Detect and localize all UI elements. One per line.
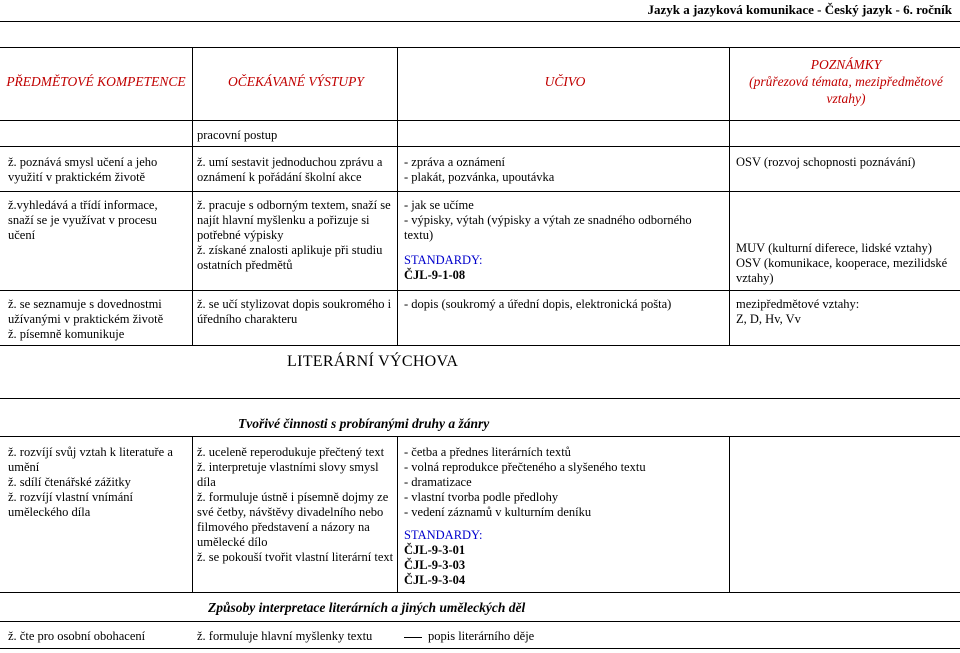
- page-title: Jazyk a jazyková komunikace - Český jazyk - 6. ročník: [647, 2, 952, 17]
- header-ucivo: UČIVO: [544, 74, 586, 89]
- standardy-label: STANDARDY:: [404, 528, 483, 542]
- subsection2-rule: [0, 621, 960, 622]
- row4-vystupy: ž. uceleně reperodukuje přečtený text ž. interpretuje vlastními slovy smysl díla ž. formuluje ústně i písemně dojmy ze své četby, návštěvy divadelního nebo filmového představení a názory na umělecké dílo ž. se pokouší tvořit vlastní literární text: [197, 445, 394, 564]
- standard-code: ČJL-9-3-03: [404, 558, 466, 572]
- row-pracovni-rule: [0, 146, 960, 147]
- row1-vystupy: ž. umí sestavit jednoduchou zprávu a oznámení k pořádání školní akce: [197, 155, 383, 184]
- header-kompetence: PŘEDMĚTOVÉ KOMPETENCE: [6, 74, 186, 89]
- row4-ucivo: - četba a přednes literárních textů - volná reprodukce přečteného a slyšeného textu - dramatizace - vlastní tvorba podle předlohy - vedení záznamů v kulturním deníku STANDARDY: ČJL-9-3-01 ČJL-9-3-03 ČJL-9-3-04: [404, 445, 646, 587]
- col-sep-2: [397, 47, 398, 345]
- row2-ucivo: - jak se učíme - výpisky, výtah (výpisky a výtah ze snadného odborného textu) STANDARDY: ČJL-9-1-08: [404, 198, 692, 282]
- row2-vystupy: ž. pracuje s odborným textem, snaží se najít hlavní myšlenku a pořizuje si potřebné výpisky ž. získané znalosti aplikuje při studiu ostatních předmětů: [197, 198, 391, 272]
- section-title: LITERÁRNÍ VÝCHOVA: [287, 353, 459, 370]
- header-poznamky-subtitle: (průřezová témata, mezipředmětové vztahy): [749, 74, 943, 106]
- subsection-title-1: Tvořivé činnosti s probíranými druhy a žánry: [238, 416, 490, 431]
- standard-code: ČJL-9-3-01: [404, 543, 466, 557]
- col-sep-1: [192, 47, 193, 345]
- dash-bullet: [404, 637, 422, 638]
- row5-kompetence: ž. čte pro osobní obohacení: [8, 629, 146, 643]
- col-sep-5: [397, 436, 398, 592]
- row2-bottom-rule: [0, 290, 960, 291]
- col-sep-6: [729, 436, 730, 592]
- subsection-title-2: Způsoby interpretace literárních a jiných uměleckých děl: [208, 600, 526, 615]
- row4-bottom-rule: [0, 592, 960, 593]
- row3-vystupy: ž. se učí stylizovat dopis soukromého i úředního charakteru: [197, 297, 392, 326]
- row1-bottom-rule: [0, 191, 960, 192]
- title-underline: [0, 21, 960, 22]
- row1-ucivo: - zpráva a oznámení - plakát, pozvánka, upoutávka: [404, 155, 555, 184]
- row3-ucivo: - dopis (soukromý a úřední dopis, elektronická pošta): [404, 297, 672, 311]
- row2-standardy: [404, 253, 692, 283]
- row3-kompetence: ž. se seznamuje s dovednostmi užívanými v praktickém životě ž. písemně komunikuje: [8, 297, 164, 341]
- row3-bottom-rule: [0, 345, 960, 346]
- header-vystupy: OČEKÁVANÉ VÝSTUPY: [228, 74, 364, 89]
- header-poznamky-title: POZNÁMKY: [810, 57, 882, 72]
- standard-code: ČJL-9-3-04: [404, 573, 466, 587]
- row5-vystupy: ž. formuluje hlavní myšlenky textu: [197, 629, 373, 643]
- row4-kompetence: ž. rozvíjí svůj vztah k literatuře a umění ž. sdílí čtenářské zážitky ž. rozvíjí vlastní vnímání uměleckého díla: [8, 445, 173, 519]
- row2-kompetence: ž.vyhledává a třídí informace, snaží se je využívat v procesu učení: [8, 198, 158, 242]
- header-bottom-rule: [0, 120, 960, 121]
- standardy-label: STANDARDY:: [404, 253, 483, 267]
- row5-bottom-rule: [0, 648, 960, 649]
- subsection1-rule: [0, 436, 960, 437]
- col-sep-3: [729, 47, 730, 345]
- row1-poznamky: OSV (rozvoj schopnosti poznávání): [736, 155, 916, 169]
- col-sep-4: [192, 436, 193, 592]
- row-pracovni-vystupy: pracovní postup: [197, 128, 278, 142]
- standard-code: ČJL-9-1-08: [404, 268, 466, 282]
- section-rule: [0, 398, 960, 399]
- header-poznamky: [732, 56, 960, 107]
- row3-poznamky: mezipředmětové vztahy: Z, D, Hv, Vv: [736, 297, 860, 326]
- row2-poznamky: MUV (kulturní diferece, lidské vztahy) OSV (komunikace, kooperace, mezilidské vztahy): [736, 241, 948, 285]
- header-top-rule: [0, 47, 960, 48]
- row4-standardy: [404, 528, 646, 588]
- row5-ucivo: [404, 629, 534, 644]
- row5-ucivo-text: popis literárního děje: [428, 629, 535, 643]
- row1-kompetence: ž. poznává smysl učení a jeho využití v praktickém životě: [8, 155, 158, 184]
